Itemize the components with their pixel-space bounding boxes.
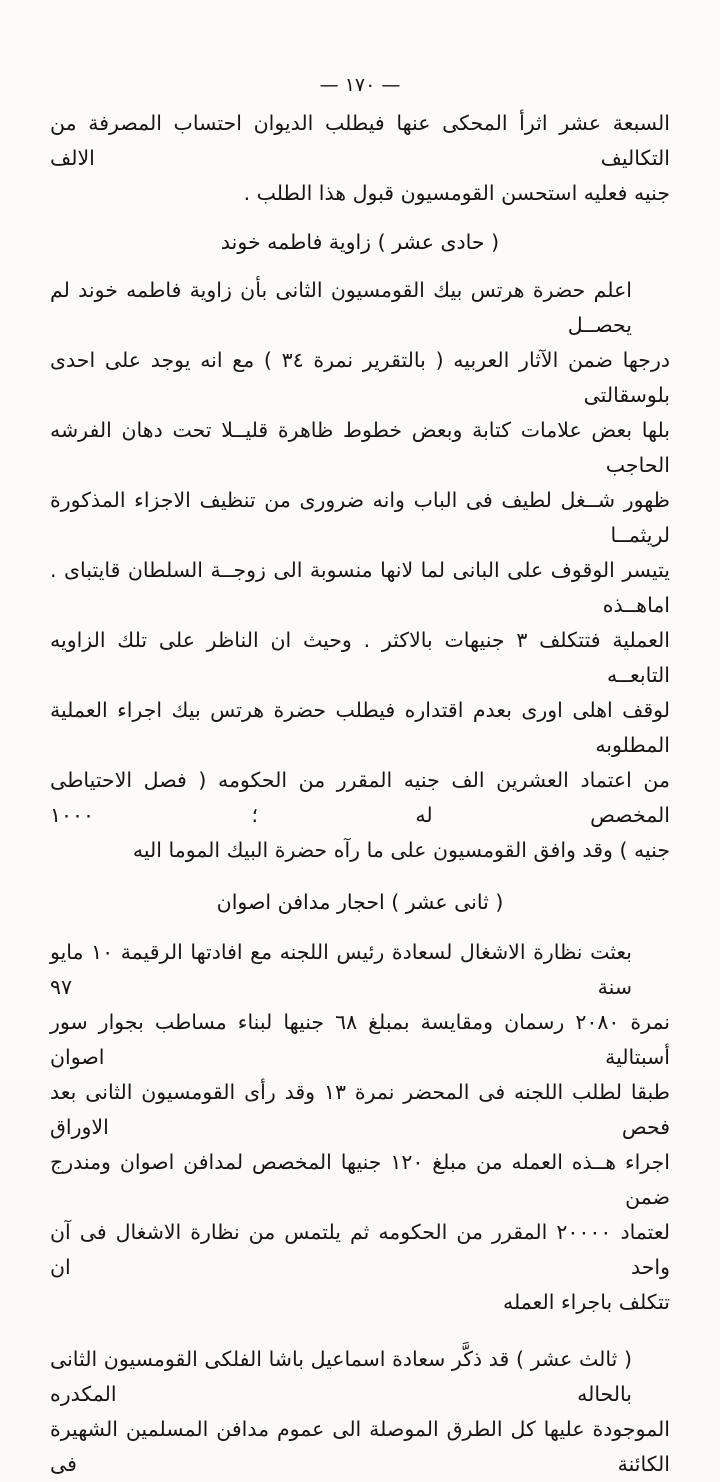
- text-line: جنيه فعليه استحسن القومسيون قبول هذا الطلب .: [243, 181, 670, 205]
- paragraph-twelfth-item: [50, 935, 670, 1320]
- text-line: لعتماد ٢٠٠٠٠ المقرر من الحكومه ثم يلتمس من نظارة الاشغال فى آن واحد ان: [50, 1220, 670, 1279]
- page-number: — ١٧٠ —: [319, 74, 401, 96]
- text-line: اعلم حضرة هرتس بيك القومسيون الثانى بأن زاوية فاطمه خوند لم يحصــل: [50, 278, 632, 337]
- text-line: بعثت نظارة الاشغال لسعادة رئيس اللجنه مع افادتها الرقيمة ١٠ مايو سنة ٩٧: [50, 940, 632, 999]
- text-line: درجها ضمن الآثار العربيه ( بالتقرير نمرة ٣٤ ) مع انه يوجد على احدى بلوسقالتى: [50, 348, 671, 407]
- text-line: الموجودة عليها كل الطرق الموصلة الى عموم مدافن المسلمين الشهيرة الكائنة فى: [50, 1417, 670, 1476]
- text-line: اجراء هــذه العمله من مبلغ ١٢٠ جنيها المخصص لمدافن اصوان ومندرج ضمن: [50, 1150, 670, 1209]
- page-text-block: [50, 106, 670, 1482]
- paragraph-thirteenth-item: [50, 1342, 670, 1482]
- paragraph-continuation: [50, 106, 670, 211]
- text-line: طبقا لطلب اللجنه فى المحضر نمرة ١٣ وقد رأى القومسيون الثانى بعد فحص الاوراق: [50, 1080, 670, 1139]
- text-line: جنيه ) وقد وافق القومسيون على ما رآه حضرة البيك الموما اليه: [132, 838, 670, 862]
- text-line: نمرة ٢٠٨٠ رسمان ومقايسة بمبلغ ٦٨ جنيها لبناء مساطب بجوار سور أسبتالية اصوان: [50, 1010, 670, 1069]
- text-line: يتيسر الوقوف على البانى لما لانها منسوبة الى زوجــة السلطان قايتباى . اماهــذه: [50, 558, 670, 617]
- text-line: بلها بعض علامات كتابة وبعض خطوط ظاهرة قليــلا تحت دهان الفرشه الحاجب: [50, 418, 670, 477]
- text-line: ظهور شــغل لطيف فى الباب وانه ضرورى من تنظيف الاجزاء المذكورة لريثمــا: [50, 488, 670, 547]
- text-line: العملية فتتكلف ٣ جنيهات بالاكثر . وحيث ان الناظر على تلك الزاويه التابعــه: [50, 628, 670, 687]
- text-line: السبعة عشر اثرأ المحكى عنها فيطلب الديوان احتساب المصرفة من التكاليف الالف: [50, 111, 670, 170]
- paragraph-eleventh-item: [50, 273, 670, 868]
- text-line: تتكلف باجراء العمله: [503, 1290, 670, 1314]
- text-line: من اعتماد العشرين الف جنيه المقرر من الحكومه ( فصل الاحتياطى المخصص له ؛ ١٠٠٠: [50, 768, 670, 827]
- section-heading-eleventh-zawiya-fatima-khawand: ( حادى عشر ) زاوية فاطمه خوند: [220, 230, 500, 254]
- text-line: لوقف اهلى اورى بعدم اقتداره فيطلب حضرة هرتس بيك اجراء العملية المطلوبه: [50, 698, 670, 757]
- section-heading-twelfth-aswan-tomb-stones: ( ثانى عشر ) احجار مدافن اصوان: [216, 890, 504, 914]
- text-line: ( ثالث عشر ) قد ذكَّر سعادة اسماعيل باشا الفلكى القومسيون الثانى بالحاله المكدره: [50, 1347, 632, 1406]
